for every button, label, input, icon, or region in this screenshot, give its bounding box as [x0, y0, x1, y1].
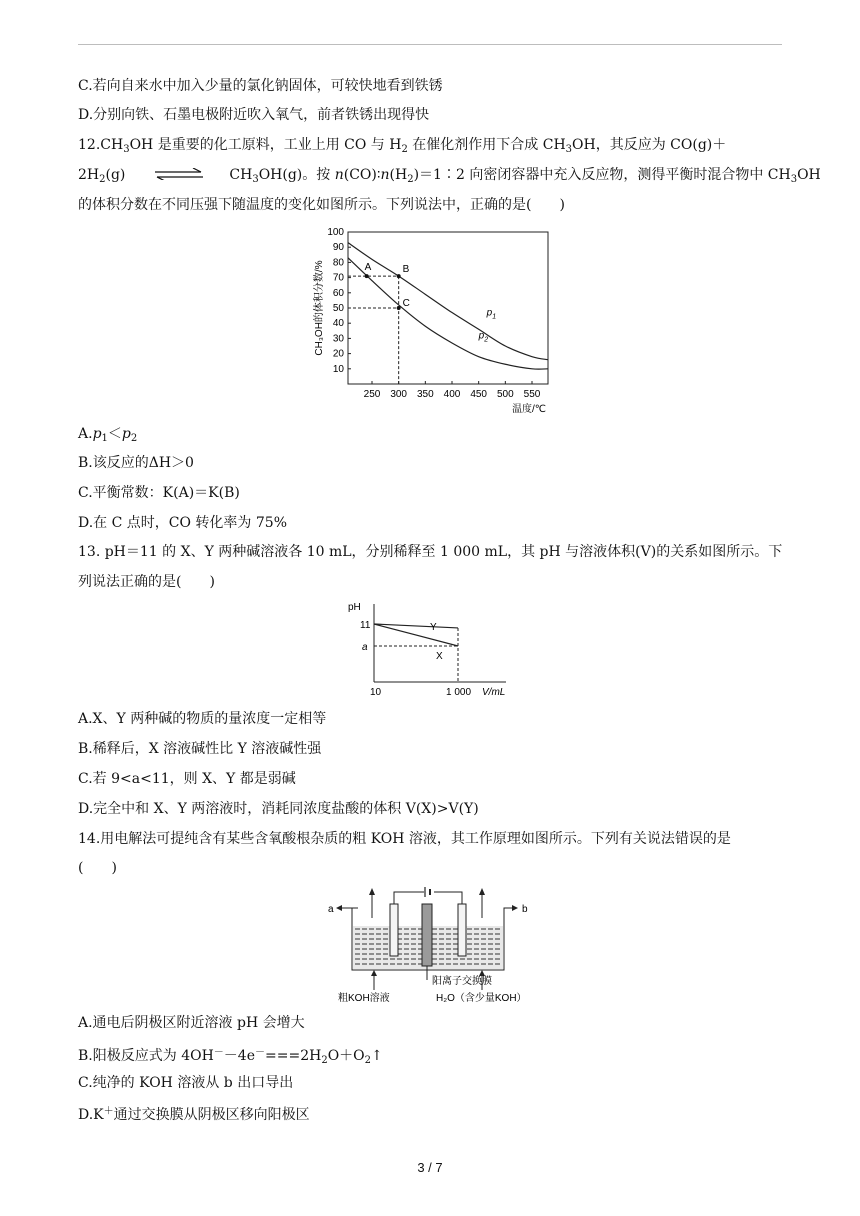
- q13-option-b: B.稀释后，X 溶液碱性比 Y 溶液碱性强: [78, 741, 322, 757]
- page-number: 3 / 7: [417, 1160, 443, 1175]
- x-tick-label: 400: [443, 389, 461, 400]
- x-tick-label: 250: [363, 389, 381, 400]
- y-tick-label: 10: [332, 363, 344, 375]
- point-a: [365, 274, 369, 278]
- y-tick-label-a: a: [362, 642, 368, 653]
- series-label-p2: $p_2$: [478, 330, 489, 344]
- x-tick-label: 550: [523, 389, 541, 400]
- q13-option-a: A.X、Y 两种碱的物质的量浓度一定相等: [78, 711, 327, 727]
- x-tick-label: 300: [390, 389, 408, 400]
- methanol-fraction-chart: [300, 224, 560, 420]
- y-axis-label: CH₃OH的体积分数/%: [314, 260, 325, 356]
- point-label-b: B: [402, 264, 410, 276]
- q14-stem-line-1: 14.用电解法可提纯含有某些含氧酸根杂质的粗 KOH 溶液，其工作原理如图所示。下列有关说法错误的是: [78, 831, 731, 847]
- q13-stem-line-1: 13. pH＝11 的 X、Y 两种碱溶液各 10 mL，分别稀释至 1 000 mL，其 pH 与溶液体积(V)的关系如图所示。下: [78, 544, 783, 560]
- outlet-b-label: b: [522, 904, 528, 915]
- q12-option-a: $A.p_1<p_2$: [78, 426, 138, 444]
- q14-option-d: D.K＋通过交换膜从阴极区移向阳极区: [78, 1106, 310, 1123]
- q13-option-d: D.完全中和 X、Y 两溶液时，消耗同浓度盐酸的体积 V(X)>V(Y): [78, 801, 479, 817]
- q12-stem-line-3: 的体积分数在不同压强下随温度的变化如图所示。下列说法中，正确的是( ): [78, 197, 565, 213]
- q12-stem-line-2: $2H_2(g)$ $CH_3OH(g)$。按 $n(CO)∶n(H_2)=1∶2$ 向密闭容器中充入反应物，测得平衡时混合物中 $CH_3OH$: [78, 167, 821, 185]
- q12-option-b: B.该反应的ΔH＞0: [78, 455, 194, 471]
- q12-stem-line-1: $12.CH_3OH$ 是重要的化工原料，工业上用 CO 与 $H_2$ 在催化剂作用下合成 $CH_3OH$，其反应为 CO(g)＋: [78, 137, 727, 155]
- point-label-c: C: [402, 298, 410, 309]
- series-line-p2: [348, 258, 548, 369]
- q14-option-b: B.阳极反应式为 $4OH^--4e^-===2H_2O+O_2↑$: [78, 1047, 383, 1066]
- q11-option-d: D.分别向铁、石墨电极附近吹入氧气，前者铁锈出现得快: [78, 107, 430, 123]
- q14-stem-line-2: ( ): [78, 860, 117, 876]
- y-tick-label: 50: [332, 303, 344, 314]
- q13-option-c: C.若 9<a<11，则 X、Y 都是弱碱: [78, 771, 296, 787]
- water-inlet-label: H₂O（含少量KOH）: [436, 993, 527, 1004]
- x-tick-label-1000: 1 000: [446, 687, 472, 698]
- x-tick-label: 350: [416, 389, 434, 400]
- y-tick-label: 30: [332, 333, 344, 345]
- q14-option-c: C.纯净的 KOH 溶液从 b 出口导出: [78, 1075, 294, 1091]
- x-axis-label: V/mL: [482, 687, 506, 698]
- y-tick-label: 100: [327, 227, 344, 238]
- header-rule: [78, 44, 782, 45]
- outlet-a-label: a: [328, 904, 334, 915]
- x-tick-label: 500: [496, 389, 514, 400]
- q13-stem-line-2: 列说法正确的是( ): [78, 574, 215, 590]
- point-c: [397, 306, 401, 310]
- series-label-x: X: [436, 651, 443, 662]
- q11-option-c: C.若向自来水中加入少量的氯化钠固体，可较快地看到铁锈: [78, 78, 443, 94]
- y-tick-label: 40: [332, 318, 344, 330]
- q12-option-c: C.平衡常数：K(A)＝K(B): [78, 485, 240, 501]
- y-tick-label: 80: [332, 257, 344, 269]
- series-label-y: Y: [430, 622, 437, 633]
- q12-option-d: D.在 C 点时，CO 转化率为 75%: [78, 515, 287, 531]
- y-tick-label-11: 11: [360, 620, 371, 631]
- y-tick-label: 60: [332, 287, 344, 299]
- q14-option-a: A.通电后阴极区附近溶液 pH 会增大: [78, 1015, 305, 1031]
- ph-volume-chart: [348, 598, 518, 702]
- y-tick-label: 20: [332, 348, 344, 360]
- point-b: [397, 274, 401, 278]
- x-tick-label: 450: [470, 389, 488, 400]
- crude-koh-label: 粗KOH溶液: [338, 993, 390, 1004]
- series-label-p1: $p_1$: [486, 307, 497, 321]
- y-tick-label: 70: [332, 272, 344, 284]
- series-line-p1: [348, 243, 548, 360]
- point-label-a: A: [364, 262, 372, 274]
- x-tick-label-10: 10: [370, 687, 382, 698]
- membrane-label: 阳离子交换膜: [432, 976, 492, 987]
- electrolysis-cell-diagram: [328, 882, 532, 1006]
- y-axis-label: pH: [348, 602, 361, 613]
- x-axis-label: 温度/℃: [511, 404, 546, 415]
- equilibrium-arrow-icon: [153, 166, 205, 178]
- y-tick-label: 90: [332, 242, 344, 254]
